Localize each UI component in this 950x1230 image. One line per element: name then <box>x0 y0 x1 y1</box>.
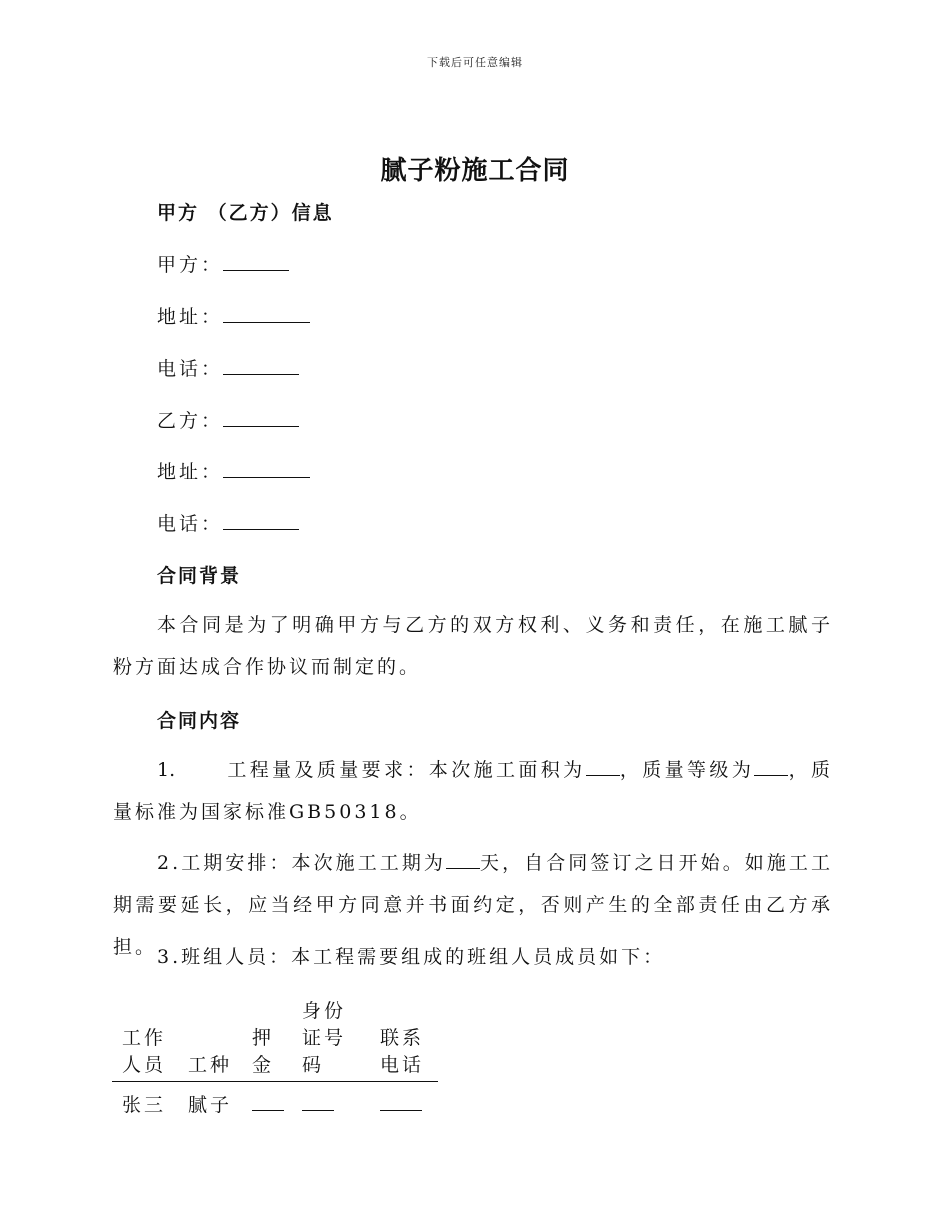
clause-text: ，质量标准为国家标准GB50318。 <box>113 759 833 823</box>
cell-phone <box>370 1082 438 1118</box>
fill-in-blank <box>223 252 289 271</box>
fill-in-blank <box>252 1092 284 1111</box>
column-header-id-number: 身份证号码 <box>292 998 370 1082</box>
cell-trade: 腻子 <box>188 1094 233 1116</box>
contract-title: 腻子粉施工合同 <box>380 156 570 186</box>
parties-heading: 甲方 （乙方）信息 <box>157 202 334 224</box>
party-b-name-field <box>157 406 299 433</box>
field-label: 地址： <box>157 306 224 328</box>
fill-in-blank <box>754 757 788 776</box>
fill-in-blank <box>223 408 299 427</box>
field-label: 电话： <box>157 358 224 380</box>
field-label: 电话： <box>157 513 224 535</box>
fill-in-blank <box>586 757 620 776</box>
field-label: 地址： <box>157 461 224 483</box>
fill-in-blank <box>223 304 310 323</box>
clause-text: 2.工期安排：本次施工工期为 <box>157 852 446 874</box>
party-b-address-field <box>157 457 310 484</box>
table-row <box>112 1082 438 1118</box>
clause-text: ，质量等级为 <box>619 759 755 781</box>
fill-in-blank <box>380 1092 422 1111</box>
column-header-phone: 联系电话 <box>370 998 438 1082</box>
staff-table <box>112 998 438 1117</box>
content-heading: 合同内容 <box>157 710 242 732</box>
fill-in-blank <box>223 356 299 375</box>
field-label: 甲方： <box>157 254 224 276</box>
fill-in-blank <box>223 511 299 530</box>
background-paragraph: 本合同是为了明确甲方与乙方的双方权利、义务和责任，在施工腻子粉方面达成合作协议而制定的。 <box>113 614 833 678</box>
cell-name: 张三 <box>122 1094 167 1116</box>
fill-in-blank <box>223 459 310 478</box>
party-a-name-field <box>157 250 289 277</box>
clause-number: 1. <box>157 759 176 781</box>
clause-team-members: 3.班组人员：本工程需要组成的班组人员成员如下： <box>157 946 666 968</box>
background-heading: 合同背景 <box>157 565 242 587</box>
cell-id-number <box>292 1082 370 1118</box>
table-header-row <box>112 998 438 1082</box>
column-header-staff: 工作人员 <box>112 998 178 1082</box>
party-a-address-field <box>157 302 310 329</box>
field-label: 乙方： <box>157 410 224 432</box>
fill-in-blank <box>302 1092 334 1111</box>
fill-in-blank <box>446 850 480 869</box>
party-b-phone-field <box>157 509 299 536</box>
column-header-trade: 工种 <box>178 998 242 1082</box>
clause-text: 工程量及质量要求：本次施工面积为 <box>227 759 586 781</box>
clause-quantity-quality <box>113 749 833 833</box>
party-a-phone-field <box>157 354 299 381</box>
running-header: 下载后可任意编辑 <box>427 56 523 69</box>
clause-text: 天，自合同签订之日开始。如施工工期需要延长，应当经甲方同意并书面约定，否则产生的全部责任由乙方承担。 <box>113 852 833 958</box>
cell-deposit <box>242 1082 292 1118</box>
column-header-deposit: 押金 <box>242 998 292 1082</box>
